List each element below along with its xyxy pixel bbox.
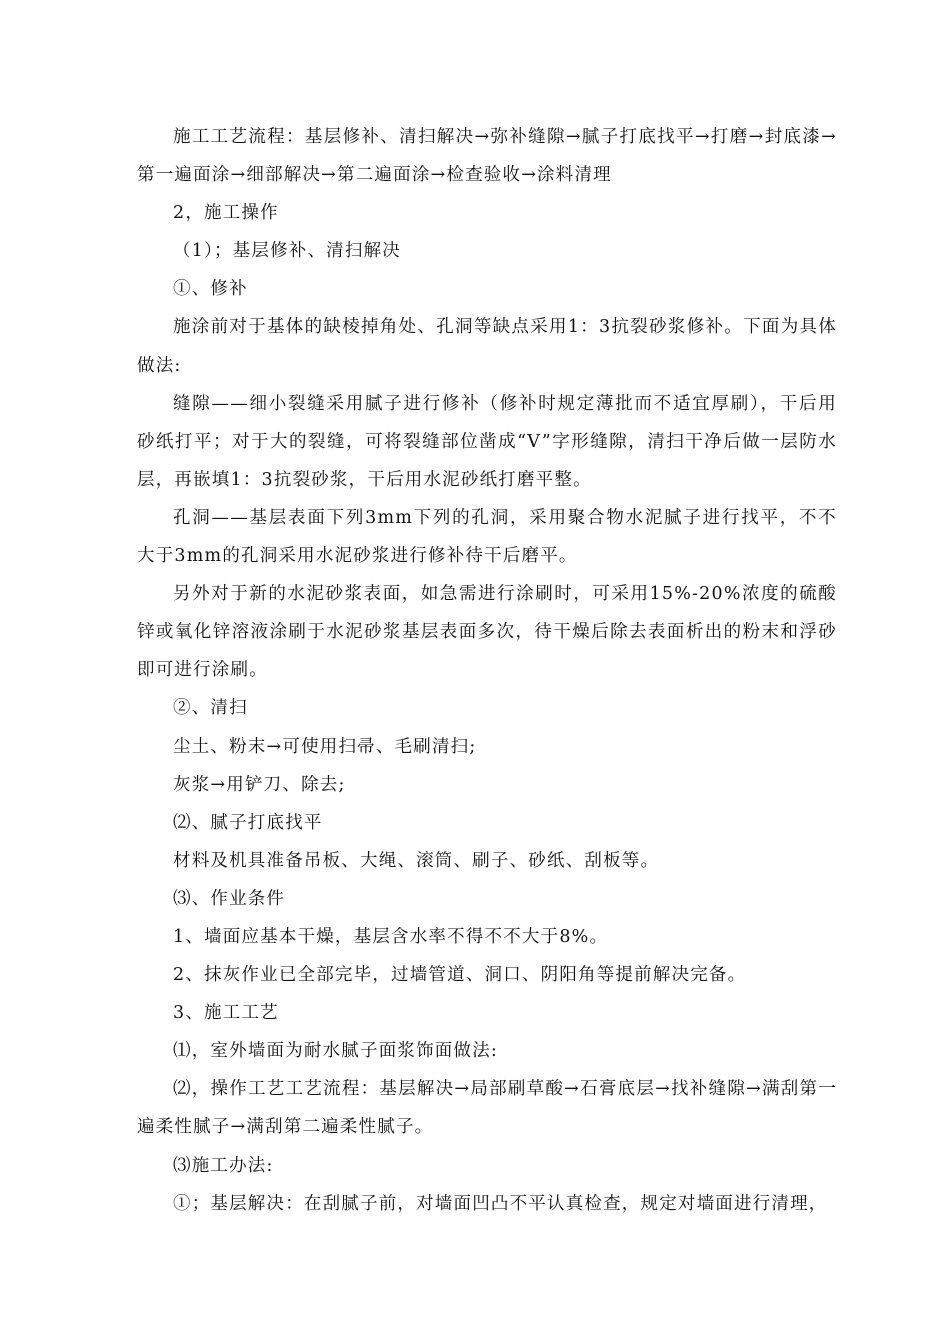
paragraph-new-mortar-surface: 另外对于新的水泥砂浆表面，如急需进行涂刷时，可采用15%-20%浓度的硫酸锌或氧化锌溶液涂刷于水泥砂浆基层表面多次，待干燥后除去表面析出的粉末和浮砂即可进行涂刷。 [137, 584, 837, 681]
paragraph-materials-tools: 材料及机具准备吊板、大绳、滚筒、刷子、砂纸、刮板等。 [173, 850, 660, 871]
paragraph-exterior-wall: ⑴，室外墙面为耐水腻子面浆饰面做法: [173, 1041, 498, 1062]
heading-construction-process: 3、施工工艺 [173, 1003, 279, 1024]
heading-cleaning: ②、清扫 [173, 698, 248, 719]
paragraph-cracks: 缝隙——细小裂缝采用腻子进行修补（修补时规定薄批而不适宜厚刷），干后用砂纸打平；对于大的裂缝，可将裂缝部位凿成“V”字形缝隙，清扫干净后做一层防水层，再嵌填1：3抗裂砂浆，干后用水泥砂纸打磨平整。 [137, 393, 837, 490]
heading-base-repair-cleaning: （1）；基层修补、清扫解决 [173, 241, 401, 262]
heading-construction-method: ⑶施工办法: [173, 1155, 274, 1176]
paragraph-process-flow: 施工工艺流程：基层修补、清扫解决→弥补缝隙→腻子打底找平→打磨→封底漆→第一遍面涂→细部解决→第二遍面涂→检查验收→涂料清理 [137, 127, 837, 186]
paragraph-condition-1: 1、墙面应基本干燥，基层含水率不得不不大于8%。 [173, 926, 609, 947]
paragraph-condition-2: 2、抹灰作业已全部完毕，过墙管道、洞口、阴阳角等提前解决完备。 [173, 965, 747, 986]
document-body [137, 118, 837, 1223]
heading-putty-leveling: ⑵、腻子打底找平 [173, 812, 323, 833]
paragraph-dust-powder: 尘土、粉末→可使用扫帚、毛刷清扫; [173, 736, 477, 757]
paragraph-repair-method: 施涂前对于基体的缺棱掉角处、孔洞等缺点采用1：3抗裂砂浆修补。下面为具体做法: [137, 317, 837, 376]
paragraph-mortar-residue: 灰浆→用铲刀、除去; [173, 774, 346, 795]
paragraph-base-treatment: ①；基层解决：在刮腻子前，对墙面凹凸不平认真检查，规定对墙面进行清理， [173, 1193, 828, 1214]
heading-repair: ①、修补 [173, 279, 248, 300]
paragraph-holes: 孔洞——基层表面下列3mm下列的孔洞，采用聚合物水泥腻子进行找平，不不大于3mm的孔洞采用水泥砂浆进行修补待干后磨平。 [137, 507, 837, 567]
paragraph-operation-flow: ⑵，操作工艺工艺流程：基层解决→局部刷草酸→石膏底层→找补缝隙→满刮第一遍柔性腻子→满刮第二遍柔性腻子。 [137, 1079, 837, 1138]
heading-construction-operation: 2，施工操作 [173, 203, 279, 224]
heading-work-conditions: ⑶、作业条件 [173, 888, 286, 909]
